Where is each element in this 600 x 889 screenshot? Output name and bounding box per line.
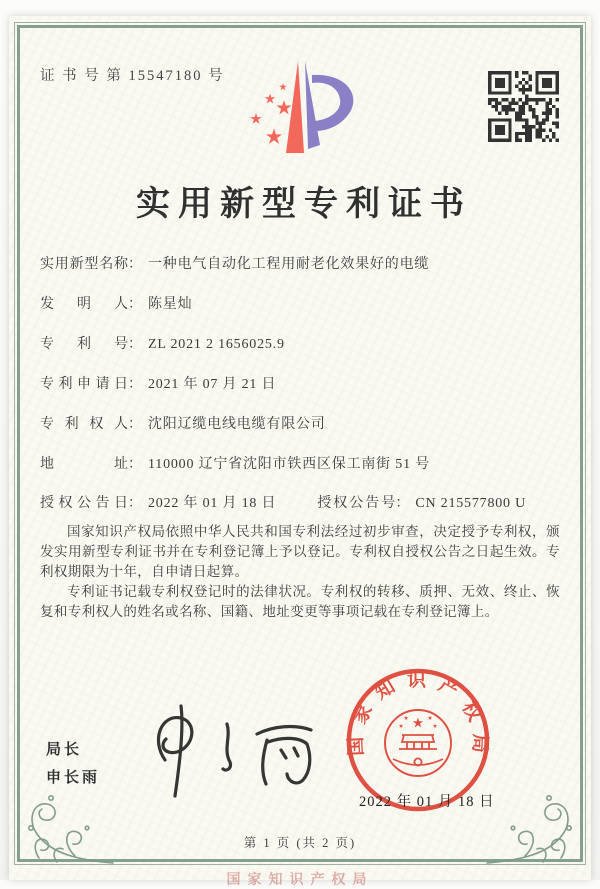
colon: ： — [128, 377, 142, 392]
colon: ： — [128, 457, 142, 472]
field-row — [40, 333, 285, 353]
field-label: 授权公告日 — [40, 496, 128, 511]
field-label: 地址 — [40, 457, 128, 472]
legal-text — [40, 522, 560, 622]
field-label: 专利号 — [40, 337, 128, 352]
field-value: 陈星灿 — [148, 297, 193, 312]
page-footer: 第 1 页 (共 2 页) — [243, 836, 357, 850]
signature-handwriting — [135, 700, 330, 800]
field-value: 一种电气自动化工程用耐老化效果好的电缆 — [148, 257, 430, 272]
field-row — [40, 293, 192, 313]
colon: ： — [128, 417, 142, 432]
field-label: 专利申请日 — [40, 377, 128, 392]
colon: ： — [128, 496, 142, 511]
signer-block — [46, 736, 100, 792]
seal-date: 2022 年 01 月 18 日 — [359, 794, 495, 810]
field-label: 实用新型名称 — [40, 257, 128, 272]
colon: ： — [128, 337, 142, 352]
legal-paragraph: 国家知识产权局依照中华人民共和国专利法经过初步审查，决定授予专利权，颁发实用新型专利证书并在专利登记簿上予以登记。专利权自授权公告之日起生效。专利权期限为十年，自申请日起算。 — [40, 524, 560, 579]
qr-code — [488, 71, 559, 142]
field-row — [40, 373, 276, 393]
field-value: CN 215577800 U — [415, 496, 527, 511]
field-label: 专利权人 — [40, 417, 128, 432]
certificate-title: 实用新型专利证书 — [136, 186, 472, 223]
certificate-number: 证 书 号 第 15547180 号 — [40, 68, 225, 84]
field-row — [40, 253, 429, 273]
legal-paragraph: 专利证书记载专利权登记时的法律状况。专利权的转移、质押、无效、终止、恢复和专利权人的姓名或名称、国籍、地址变更等事项记载在专利登记簿上。 — [40, 584, 560, 619]
colon: ： — [128, 257, 142, 272]
national-emblem-icon — [399, 716, 438, 728]
field-row — [40, 413, 326, 433]
field-value: ZL 2021 2 1656025.9 — [148, 337, 285, 352]
field-value: 110000 辽宁省沈阳市铁西区保工南街 51 号 — [148, 457, 430, 472]
cnipa-logo-icon — [236, 53, 371, 163]
svg-text:国家知识产权局 — [345, 668, 492, 756]
field-label: 发明人 — [40, 297, 128, 312]
field-label: 授权公告号 — [317, 496, 396, 511]
colon: ： — [395, 496, 410, 511]
seal-agency-text: 国家知识产权局 — [345, 670, 491, 757]
signer-name: 申长雨 — [46, 770, 101, 786]
field-value: 沈阳辽缆电线电缆有限公司 — [148, 417, 326, 432]
field-row — [40, 492, 526, 512]
signer-title: 局长 — [46, 742, 83, 758]
field-value: 2021 年 07 月 21 日 — [148, 377, 277, 392]
field-value: 2022 年 01 月 18 日 — [148, 496, 277, 511]
partial-stamp-next-page: 国家知识产权局 — [226, 873, 374, 888]
field-row — [40, 453, 430, 473]
colon: ： — [128, 297, 142, 312]
corner-flourish-icon — [483, 770, 583, 870]
